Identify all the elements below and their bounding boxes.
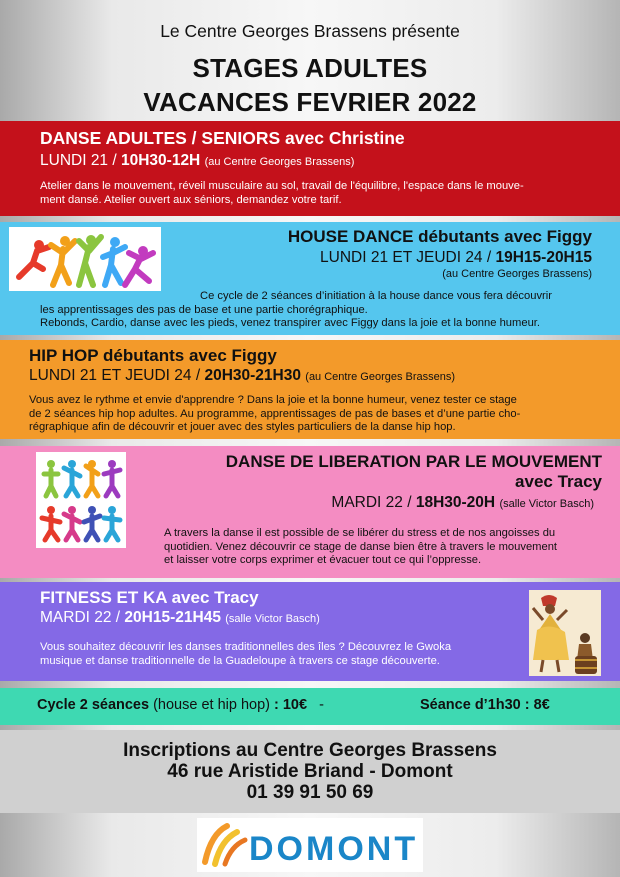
stage-place: (au Centre Georges Brassens) [442,268,592,280]
stage-fitness-ka [0,582,620,681]
stage-time: 20H15-21H45 [124,609,221,626]
gwoka-dancer-icon [529,590,601,676]
stage-time: 19H15-20H15 [495,249,592,266]
title-line-1: STAGES ADULTES [192,53,428,83]
stage-place: (au Centre Georges Brassens) [204,156,355,168]
domont-logo-icon [197,818,423,872]
stage-description [40,180,610,207]
stage-place: (salle Victor Basch) [499,498,594,510]
stage-days: MARDI 22 / [40,609,125,626]
desc-line: Vous avez le rythme et envie d'apprendre ? Dans la joie et la bonne humeur, venez tester ce stage [29,394,517,406]
stage-days: LUNDI 21 / [40,152,121,169]
desc-line: régraphique afin de découvrir et jouer avec des styles particuliers de la danse hip hop. [29,421,456,434]
stage-description [29,394,609,435]
stage-title [226,452,602,492]
desc-line: et laisser votre corps exprimer et évacuer tout ce qui l’oppresse. [164,554,482,567]
cycle-amount: : 10€ [274,697,308,713]
stage-place: (au Centre Georges Brassens) [305,371,456,383]
stage-time: 10H30-12H [120,152,201,169]
desc-line: musique et danse traditionnelle de la Guadeloupe à travers ce stage découverte. [40,654,440,667]
pricing-band [0,688,620,725]
inscriptions-band [0,730,620,813]
stage-title: HIP HOP débutants avec Figgy [29,346,277,365]
stage-house-dance [0,222,620,335]
desc-line: Rebonds, Cardio, danse avec les pieds, venez transpirer avec Figgy dans la joie et la bonne humeur. [40,317,541,330]
desc-line: Ce cycle de 2 séances d’initiation à la house dance vous fera découvrir [200,290,552,302]
stage-days: MARDI 22 / [331,494,416,511]
gwoka-dancer-image [529,590,601,676]
desc-line: Atelier dans le mouvement, réveil musculaire au sol, travail de l'équilibre, l'espace dans le mouve- [40,180,524,192]
presents-line: Le Centre Georges Brassens présente [160,21,460,41]
inscriptions-line-1: Inscriptions au Centre Georges Brassens [123,740,497,761]
stage-time: 18H30-20H [415,494,496,511]
stage-time: 20H30-21H30 [204,367,301,384]
stage-title: FITNESS ET KA avec Tracy [40,588,259,607]
seance-price: Séance d’1h30 : 8€ [420,697,550,713]
stage-danse-adultes [0,121,620,216]
desc-line: de 2 séances hip hop adultes. Au programme, apprentissages de pas de bases et d’une partie cho- [29,407,521,420]
title-line: DANSE DE LIBERATION PAR LE MOUVEMENT [225,452,602,471]
house-dancers-image [9,227,161,291]
stage-schedule [40,609,320,627]
stage-description [40,290,610,331]
price-separator: - [319,697,324,713]
stage-hip-hop [0,340,620,439]
stage-days: LUNDI 21 ET JEUDI 24 / [29,367,205,384]
inscriptions-line-2: 46 rue Aristide Briand - Domont [167,761,453,782]
inscriptions-phone: 01 39 91 50 69 [246,782,374,803]
stage-description [40,641,510,668]
stage-schedule [40,152,354,170]
stage-schedule [331,494,594,512]
stage-schedule [29,367,455,385]
cycle-detail: (house et hip hop) [149,697,275,713]
liberation-figures-image [36,452,126,548]
desc-line: les apprentissages des pas de base et une partie chorégraphique. [40,303,368,316]
stage-title: DANSE ADULTES / SENIORS avec Christine [40,128,405,148]
stage-description [164,527,609,568]
desc-line: ment dansé. Atelier ouvert aux séniors, demandez votre tarif. [40,193,342,206]
dancers-silhouettes-icon [9,227,161,291]
desc-line: A travers la danse il est possible de se libérer du stress et de nos angoisses du [164,527,556,539]
title-line-2: VACANCES FEVRIER 2022 [143,87,477,117]
desc-line: quotidien. Venez découvrir ce stage de danse bien être à travers le mouvement [164,540,558,553]
cycle-label: Cycle 2 séances [37,697,150,713]
stage-schedule [320,249,592,267]
cycle-price [37,697,324,713]
title-line: avec Tracy [515,472,602,491]
desc-line: Vous souhaitez découvrir les danses traditionnelles des îles ? Découvrez le Gwoka [40,641,452,653]
domont-logo [197,818,423,872]
stage-title: HOUSE DANCE débutants avec Figgy [287,227,592,246]
stage-liberation [0,446,620,578]
stage-days: LUNDI 21 ET JEUDI 24 / [320,249,496,266]
stage-place: (salle Victor Basch) [225,613,320,625]
logo-text: DOMONT [249,830,419,868]
dance-figures-icon [36,452,126,548]
